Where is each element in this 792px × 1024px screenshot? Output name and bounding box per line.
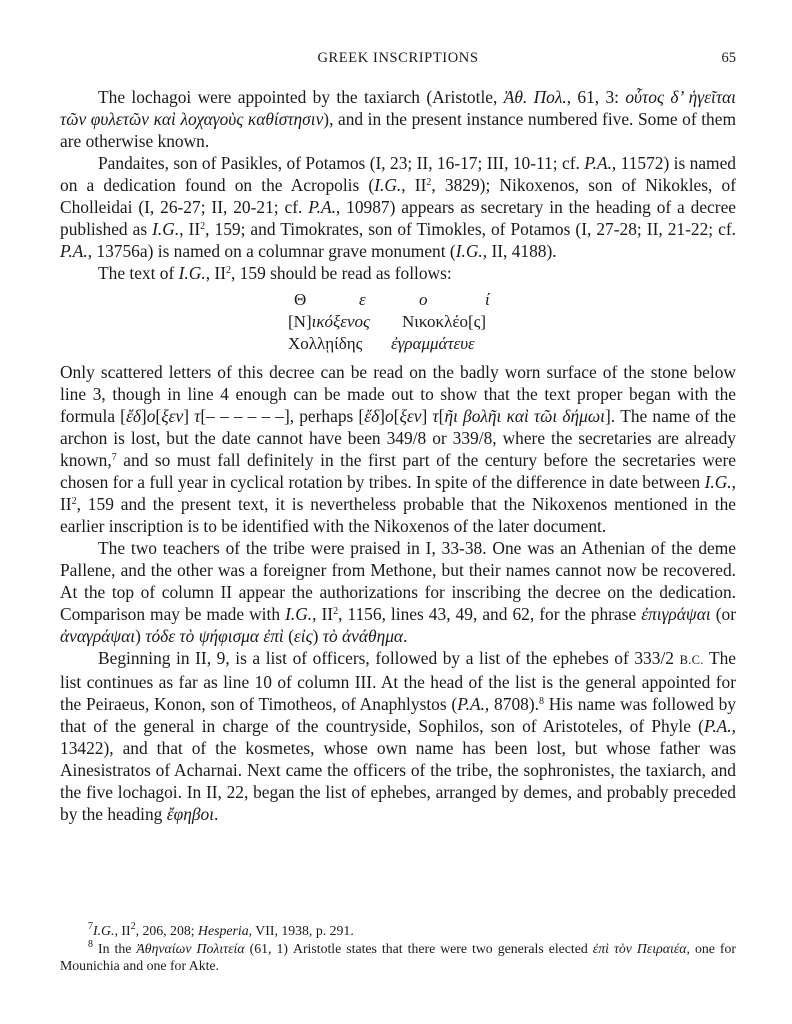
citation-abbrev: P.A. bbox=[457, 694, 485, 714]
inscription-text bbox=[60, 289, 736, 355]
paragraph-text-intro: The text of I.G., $II^2$, 159 should be read as follows: bbox=[98, 263, 452, 283]
inscription-word: ἐγραμμάτευε bbox=[391, 334, 475, 353]
page-number: 65 bbox=[721, 50, 736, 66]
inscription-letter: ο bbox=[419, 290, 428, 309]
citation-abbrev: P.A. bbox=[60, 241, 88, 261]
inscription-word: Χολλῃίδης bbox=[288, 334, 363, 353]
superscript: 2 bbox=[426, 177, 432, 188]
superscript: 2 bbox=[333, 606, 339, 617]
paragraph-officers: Beginning in II, 9, is a list of officers, followed by a list of the ephebes of 333/2 B.C. The list continues as far as line 10 of column III. At the head of the list is the general appointed for the Peiraeus, Konon, son of Timotheos, of Anaphlystos (P.A., 8708).$^8$ His name was followed by that of the general in charge of the countryside, Sophilos, son of Aristoteles, of Phyle (P.A., 13422), and that of the kosmetes, whose own name has been lost, but whose father was Ainesistratos of Acharnai. Next came the officers of the tribe, the sophronistes, the taxiarch, and the five lochagoi. In II, 22, began the list of ephebes, arranged by demes, and probably preceded by the heading ἔφηβοι. bbox=[60, 648, 736, 824]
greek-citation: Ἀθ. Πολ. bbox=[503, 87, 567, 107]
citation-abbrev: I.G. bbox=[455, 241, 483, 261]
running-header bbox=[60, 50, 736, 70]
running-title: GREEK INSCRIPTIONS bbox=[317, 50, 479, 66]
footnote-8: $^8$ In the Ἀθηναίων Πολιτεία (61, 1) Aristotle states that there were two generals elected ἐπὶ τὸν Πειραιέα, one for Mounichia and one for Akte. bbox=[60, 938, 737, 973]
citation-abbrev: I.G. bbox=[152, 219, 180, 239]
inscription-line-2 bbox=[60, 311, 736, 333]
citation-abbrev: P.A. bbox=[703, 716, 732, 736]
citation-abbrev: I.G. bbox=[178, 263, 206, 283]
citation-abbrev: P.A. bbox=[308, 197, 336, 217]
superscript: 2 bbox=[225, 265, 231, 276]
body-text bbox=[60, 86, 736, 825]
footnote-marker: 8 bbox=[88, 938, 93, 950]
paragraph-pandaites: Pandaites, son of Pasikles, of Potamos (I, 23; II, 16-17; III, 10-11; cf. P.A., 11572) is named on a dedication found on the Acropolis (I.G., $II^2$, 3829); Nikoxenos, son of Nikokles, of Cholleidai (I, 26-27; II, 20-21; cf. P.A., 10987) appears as secretary in the heading of a decree published as I.G., $II^2$, 159; and Timokrates, son of Timokles, of Potamos (I, 27-28; II, 21-22; cf. P.A., 13756a) is named on a columnar grave monument (I.G., II, 4188). bbox=[60, 153, 737, 261]
paragraph-lochagoi: The lochagoi were appointed by the taxiarch (Aristotle, Ἀθ. Πολ., 61, 3: οὗτος δ’ ἡγεῖται τῶν φυλετῶν καὶ λοχαγοὺς καθίστησιν), and in the present instance numbered five. Some of them are otherwise known. bbox=[60, 87, 737, 151]
inscription-word: Νικοκλέο[ς] bbox=[402, 312, 487, 331]
footnote-ref: 7 bbox=[111, 452, 117, 463]
paragraph-teachers: The two teachers of the tribe were praised in I, 33-38. One was an Athenian of the deme Pallene, and the other was a foreigner from Methone, but their names cannot now be recovered. At the top of column II appear the authorizations for inscribing the decree on the dedication. Comparison may be made with I.G., $II^2$, 1156, lines 43, 49, and 62, for the phrase ἐπιγράψαι (or ἀναγράψαι) τόδε τὸ ψήφισμα ἐπὶ (εἰς) τὸ ἀνάθημα. bbox=[60, 538, 736, 646]
greek-quotation: οὗτος δ’ ἡγεῖται τῶν φυλετῶν καὶ λοχαγοὺς καθίστησιν bbox=[60, 87, 737, 129]
inscription-word: [N]ικόξενος bbox=[288, 312, 370, 331]
superscript: 2 bbox=[71, 496, 77, 507]
inscription-letter: ε bbox=[359, 290, 366, 309]
inscription-line-3 bbox=[60, 333, 736, 355]
paragraph-decree-formula: Only scattered letters of this decree can be read on the badly worn surface of the stone below line 3, though in line 4 enough can be made out to show that the text proper began with the formula [ἔδ]ο[ξεν] τ[– – – – – –], perhaps [ἔδ]ο[ξεν] τ[ῆι βολῆι καὶ τῶι δήμωι]. The name of the archon is lost, but the date cannot have been 349/8 or 339/8, where the secretaries are already known,$^7$ and so must fall definitely in the first part of the century before the secretaries were chosen for a full year in cyclical rotation by tribes. In spite of the difference in date between I.G., $II^2$, 159 and the present text, it is nevertheless probable that the Nikoxenos mentioned in the earlier inscription is to be identified with the Nikoxenos of the later document. bbox=[60, 362, 737, 536]
superscript: 2 bbox=[200, 221, 206, 232]
inscription-line-1 bbox=[60, 289, 736, 311]
citation-abbrev: I.G. bbox=[374, 175, 402, 195]
inscription-letter: ί bbox=[485, 290, 490, 309]
citation-abbrev: P.A. bbox=[584, 153, 612, 173]
inscription-letter: Θ bbox=[294, 290, 307, 309]
citation-abbrev: I.G. bbox=[704, 472, 732, 492]
footnote-marker: 7 bbox=[88, 921, 93, 932]
footnote-ref: 8 bbox=[538, 696, 544, 707]
footnotes bbox=[60, 922, 736, 975]
citation-abbrev: I.G. bbox=[285, 604, 313, 624]
footnote-7: $^7$I.G., $II^2$, 206, 208; Hesperia, VII, 1938, p. 291. bbox=[88, 921, 354, 938]
